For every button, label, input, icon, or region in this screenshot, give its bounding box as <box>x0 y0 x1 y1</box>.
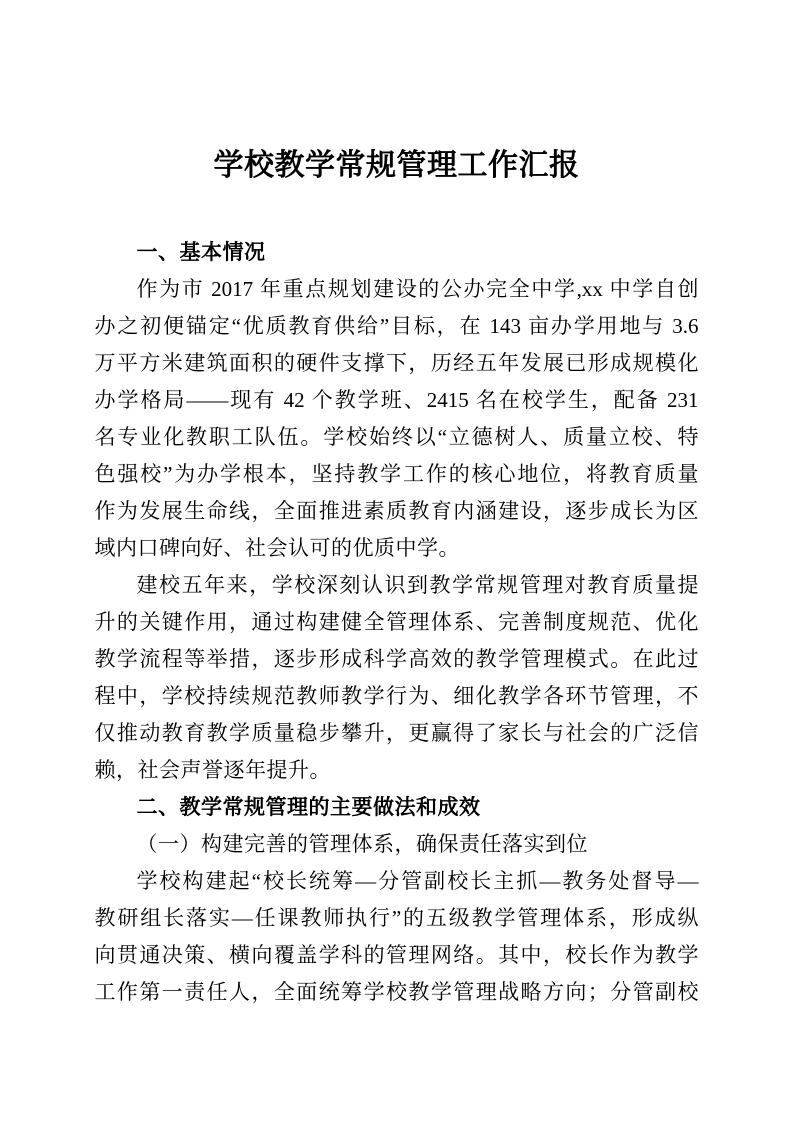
paragraph-1-line-8: 域内口碑向好、社会认可的优质中学。 <box>94 536 460 560</box>
paragraph-1-line-6: 色强校”为办学根本，坚持教学工作的核心地位，将教育质量 <box>94 462 699 486</box>
paragraph-1-line-2: 办之初便锚定“优质教育供给”目标，在 143 亩办学用地与 3.6 <box>94 314 699 338</box>
document-title: 学校教学常规管理工作汇报 <box>213 149 580 182</box>
document-content <box>95 0 699 1011</box>
paragraph-2-line-3: 教学流程等举措，逐步形成科学高效的教学管理模式。在此过 <box>94 647 699 671</box>
heading-section-1: 一、基本情况 <box>136 240 266 264</box>
paragraph-3-line-4: 工作第一责任人，全面统筹学校教学管理战略方向；分管副校 <box>94 980 699 1004</box>
paragraph-2-line-1: 建校五年来，学校深刻认识到教学常规管理对教育质量提 <box>136 573 699 597</box>
paragraph-3-line-3: 向贯通决策、横向覆盖学科的管理网络。其中，校长作为教学 <box>94 943 699 967</box>
paragraph-2-line-4: 程中，学校持续规范教师教学行为、细化教学各环节管理，不 <box>94 684 699 708</box>
paragraph-3-line-2: 教研组长落实—任课教师执行”的五级教学管理体系，形成纵 <box>94 906 699 930</box>
heading-section-2: 二、教学常规管理的主要做法和成效 <box>136 795 481 819</box>
paragraph-1-line-7: 作为发展生命线，全面推进素质教育内涵建设，逐步成长为区 <box>94 499 699 523</box>
paragraph-3-line-1: 学校构建起“校长统筹—分管副校长主抓—教务处督导— <box>136 869 699 893</box>
paragraph-1-line-1: 作为市 2017 年重点规划建设的公办完全中学,xx 中学自创 <box>136 277 699 301</box>
paragraph-2-line-6: 赖，社会声誉逐年提升。 <box>94 758 331 782</box>
paragraph-2-line-2: 升的关键作用，通过构建健全管理体系、完善制度规范、优化 <box>94 610 699 634</box>
paragraph-2-line-5: 仅推动教育教学质量稳步攀升，更赢得了家长与社会的广泛信 <box>94 721 699 745</box>
heading-subsection-1: （一）构建完善的管理体系，确保责任落实到位 <box>136 832 588 856</box>
paragraph-1-line-5: 名专业化教职工队伍。学校始终以“立德树人、质量立校、特 <box>94 425 699 449</box>
paragraph-1-line-4: 办学格局——现有 42 个教学班、2415 名在校学生，配备 231 <box>94 388 699 412</box>
paragraph-1-line-3: 万平方米建筑面积的硬件支撑下，历经五年发展已形成规模化 <box>94 351 699 375</box>
